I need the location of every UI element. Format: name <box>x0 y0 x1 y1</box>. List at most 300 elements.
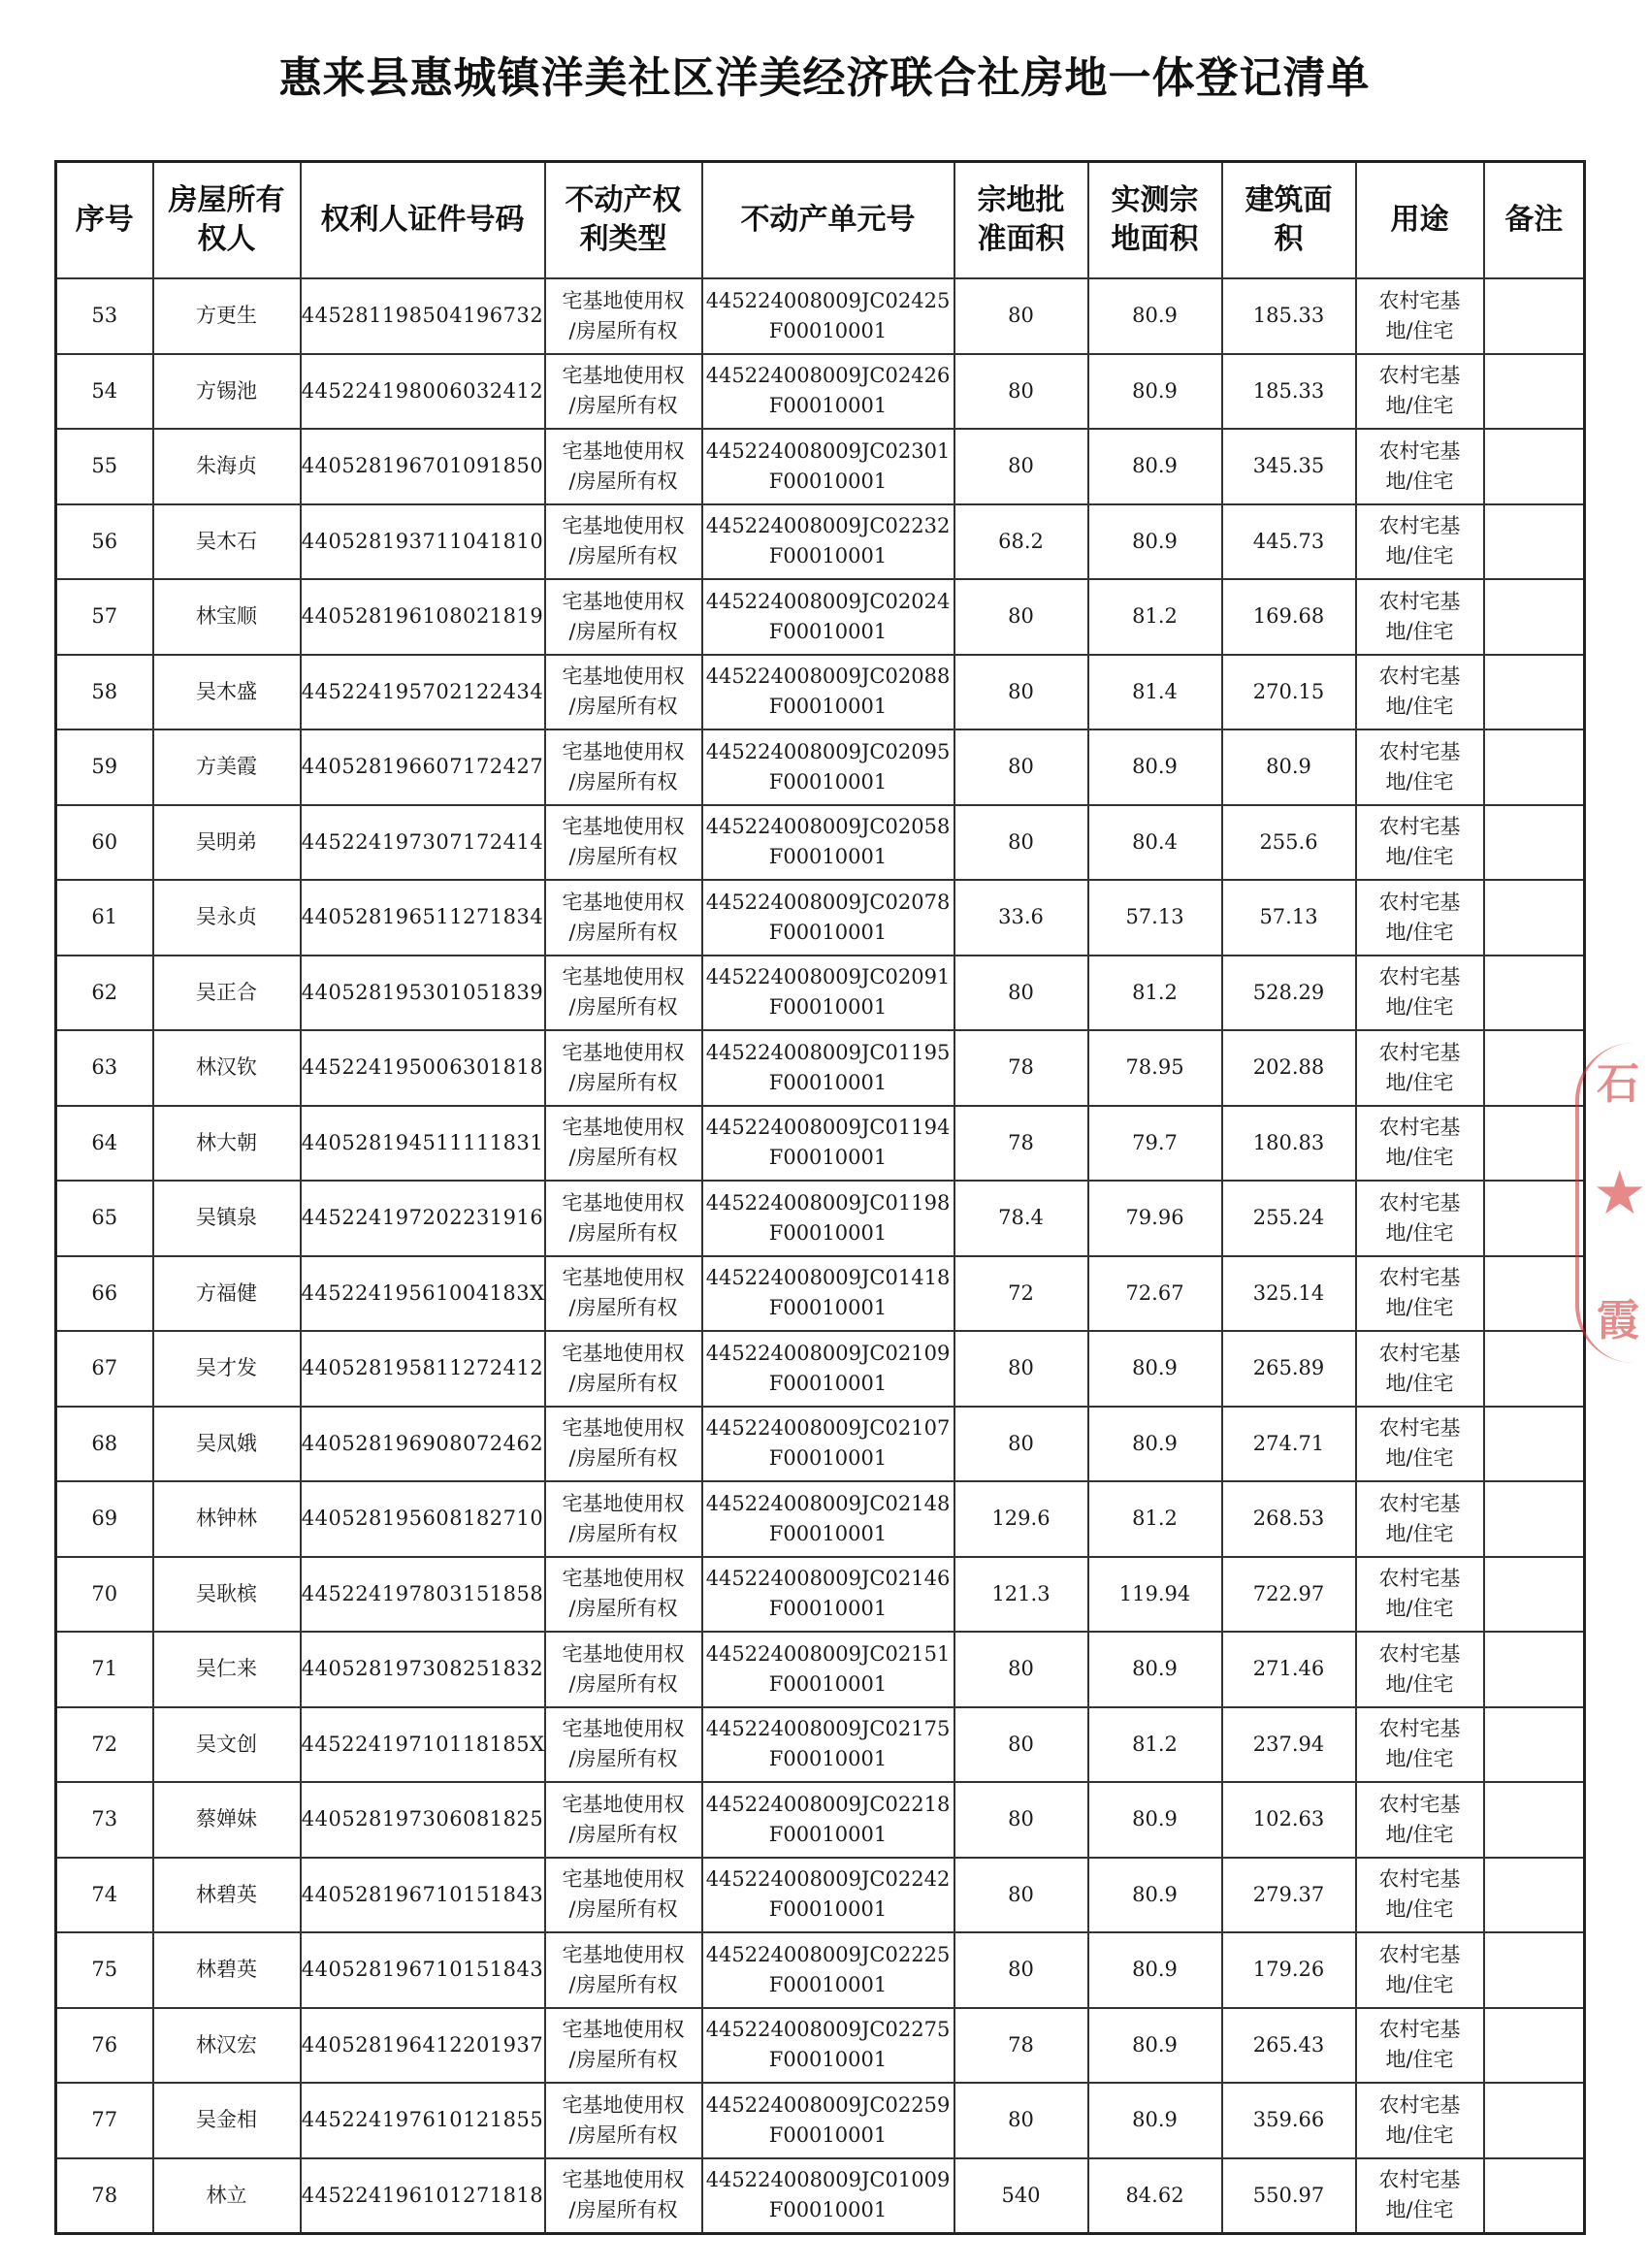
right-type-cell: 宅基地使用权 /房屋所有权 <box>545 1632 702 1707</box>
owner-cell: 林碧英 <box>153 1932 301 2008</box>
id-number-cell: 445224196101271818 <box>301 2158 545 2234</box>
unit-number-cell: 445224008009JC01195 F00010001 <box>702 1030 954 1106</box>
id-number-cell: 445224198006032412 <box>301 354 545 430</box>
approved-area-cell: 121.3 <box>954 1557 1088 1633</box>
unit-number-cell: 445224008009JC01418 F00010001 <box>702 1256 954 1332</box>
remark-cell <box>1484 805 1585 881</box>
right-type-cell: 宅基地使用权 /房屋所有权 <box>545 1331 702 1407</box>
right-type-cell: 宅基地使用权 /房屋所有权 <box>545 956 702 1031</box>
approved-area-cell: 540 <box>954 2158 1088 2234</box>
owner-cell: 方更生 <box>153 278 301 354</box>
purpose-cell: 农村宅基 地/住宅 <box>1356 429 1484 504</box>
approved-area-cell: 80 <box>954 2083 1088 2158</box>
measured-area-cell: 78.95 <box>1088 1030 1222 1106</box>
building-area-cell: 268.53 <box>1222 1481 1356 1557</box>
remark-cell <box>1484 354 1585 430</box>
id-number-cell: 440528196412201937 <box>301 2008 545 2084</box>
right-type-cell: 宅基地使用权 /房屋所有权 <box>545 354 702 430</box>
building-area-cell: 279.37 <box>1222 1858 1356 1933</box>
unit-number-cell: 445224008009JC02146 F00010001 <box>702 1557 954 1633</box>
remark-cell <box>1484 1858 1585 1933</box>
seq-cell: 64 <box>56 1106 153 1182</box>
remark-cell <box>1484 1181 1585 1256</box>
right-type-cell: 宅基地使用权 /房屋所有权 <box>545 805 702 881</box>
right-type-cell: 宅基地使用权 /房屋所有权 <box>545 278 702 354</box>
table-row <box>56 1632 1585 1707</box>
unit-number-cell: 445224008009JC02242 F00010001 <box>702 1858 954 1933</box>
remark-cell <box>1484 1782 1585 1858</box>
approved-area-cell: 78.4 <box>954 1181 1088 1256</box>
id-number-cell: 440528193711041810 <box>301 504 545 580</box>
table-row <box>56 1782 1585 1858</box>
seq-cell: 55 <box>56 429 153 504</box>
unit-number-cell: 445224008009JC02259 F00010001 <box>702 2083 954 2158</box>
approved-area-cell: 80 <box>954 579 1088 655</box>
header-right-type: 不动产权 利类型 <box>545 162 702 279</box>
approved-area-cell: 80 <box>954 354 1088 430</box>
id-number-cell: 445224195006301818 <box>301 1030 545 1106</box>
approved-area-cell: 129.6 <box>954 1481 1088 1557</box>
header-seq: 序号 <box>56 162 153 279</box>
purpose-cell: 农村宅基 地/住宅 <box>1356 278 1484 354</box>
approved-area-cell: 80 <box>954 956 1088 1031</box>
right-type-cell: 宅基地使用权 /房屋所有权 <box>545 429 702 504</box>
purpose-cell: 农村宅基 地/住宅 <box>1356 729 1484 805</box>
table-row <box>56 2008 1585 2084</box>
seq-cell: 53 <box>56 278 153 354</box>
seq-cell: 76 <box>56 2008 153 2084</box>
id-number-cell: 44522419561004183X <box>301 1256 545 1332</box>
remark-cell <box>1484 1932 1585 2008</box>
right-type-cell: 宅基地使用权 /房屋所有权 <box>545 579 702 655</box>
measured-area-cell: 81.2 <box>1088 1707 1222 1783</box>
unit-number-cell: 445224008009JC02151 F00010001 <box>702 1632 954 1707</box>
seq-cell: 58 <box>56 655 153 730</box>
building-area-cell: 202.88 <box>1222 1030 1356 1106</box>
seq-cell: 66 <box>56 1256 153 1332</box>
approved-area-cell: 80 <box>954 1858 1088 1933</box>
measured-area-cell: 80.9 <box>1088 429 1222 504</box>
building-area-cell: 325.14 <box>1222 1256 1356 1332</box>
table-row <box>56 956 1585 1031</box>
unit-number-cell: 445224008009JC02275 F00010001 <box>702 2008 954 2084</box>
right-type-cell: 宅基地使用权 /房屋所有权 <box>545 2083 702 2158</box>
seq-cell: 65 <box>56 1181 153 1256</box>
unit-number-cell: 445224008009JC02232 F00010001 <box>702 504 954 580</box>
owner-cell: 吴明弟 <box>153 805 301 881</box>
purpose-cell: 农村宅基 地/住宅 <box>1356 1030 1484 1106</box>
header-purpose: 用途 <box>1356 162 1484 279</box>
registration-table <box>54 160 1586 2235</box>
owner-cell: 方锡池 <box>153 354 301 430</box>
table-row <box>56 1256 1585 1332</box>
remark-cell <box>1484 880 1585 956</box>
unit-number-cell: 445224008009JC01198 F00010001 <box>702 1181 954 1256</box>
approved-area-cell: 80 <box>954 805 1088 881</box>
table-row <box>56 1481 1585 1557</box>
approved-area-cell: 33.6 <box>954 880 1088 956</box>
owner-cell: 林立 <box>153 2158 301 2234</box>
right-type-cell: 宅基地使用权 /房屋所有权 <box>545 1030 702 1106</box>
right-type-cell: 宅基地使用权 /房屋所有权 <box>545 1481 702 1557</box>
id-number-cell: 440528197308251832 <box>301 1632 545 1707</box>
right-type-cell: 宅基地使用权 /房屋所有权 <box>545 1932 702 2008</box>
measured-area-cell: 79.7 <box>1088 1106 1222 1182</box>
id-number-cell: 440528196701091850 <box>301 429 545 504</box>
right-type-cell: 宅基地使用权 /房屋所有权 <box>545 2158 702 2234</box>
header-id-no: 权利人证件号码 <box>301 162 545 279</box>
seq-cell: 75 <box>56 1932 153 2008</box>
measured-area-cell: 80.9 <box>1088 1932 1222 2008</box>
building-area-cell: 179.26 <box>1222 1932 1356 2008</box>
measured-area-cell: 80.9 <box>1088 1858 1222 1933</box>
seq-cell: 71 <box>56 1632 153 1707</box>
measured-area-cell: 80.9 <box>1088 729 1222 805</box>
purpose-cell: 农村宅基 地/住宅 <box>1356 1256 1484 1332</box>
unit-number-cell: 445224008009JC02107 F00010001 <box>702 1407 954 1482</box>
purpose-cell: 农村宅基 地/住宅 <box>1356 1858 1484 1933</box>
approved-area-cell: 80 <box>954 278 1088 354</box>
seq-cell: 60 <box>56 805 153 881</box>
approved-area-cell: 68.2 <box>954 504 1088 580</box>
measured-area-cell: 119.94 <box>1088 1557 1222 1633</box>
id-number-cell: 445224195702122434 <box>301 655 545 730</box>
seq-cell: 62 <box>56 956 153 1031</box>
building-area-cell: 255.24 <box>1222 1181 1356 1256</box>
owner-cell: 吴才发 <box>153 1331 301 1407</box>
measured-area-cell: 80.4 <box>1088 805 1222 881</box>
owner-cell: 吴耿槟 <box>153 1557 301 1633</box>
header-owner: 房屋所有 权人 <box>153 162 301 279</box>
remark-cell <box>1484 1106 1585 1182</box>
unit-number-cell: 445224008009JC02225 F00010001 <box>702 1932 954 2008</box>
id-number-cell: 445224197803151858 <box>301 1557 545 1633</box>
id-number-cell: 445281198504196732 <box>301 278 545 354</box>
unit-number-cell: 445224008009JC01194 F00010001 <box>702 1106 954 1182</box>
building-area-cell: 57.13 <box>1222 880 1356 956</box>
building-area-cell: 274.71 <box>1222 1407 1356 1482</box>
remark-cell <box>1484 1256 1585 1332</box>
purpose-cell: 农村宅基 地/住宅 <box>1356 1932 1484 2008</box>
id-number-cell: 440528196710151843 <box>301 1858 545 1933</box>
measured-area-cell: 80.9 <box>1088 354 1222 430</box>
measured-area-cell: 80.9 <box>1088 278 1222 354</box>
measured-area-cell: 81.2 <box>1088 579 1222 655</box>
owner-cell: 林碧英 <box>153 1858 301 1933</box>
owner-cell: 吴凤娥 <box>153 1407 301 1482</box>
table-row <box>56 354 1585 430</box>
building-area-cell: 345.35 <box>1222 429 1356 504</box>
owner-cell: 吴金相 <box>153 2083 301 2158</box>
unit-number-cell: 445224008009JC02058 F00010001 <box>702 805 954 881</box>
table-header <box>56 162 1585 279</box>
measured-area-cell: 79.96 <box>1088 1181 1222 1256</box>
table-row <box>56 1030 1585 1106</box>
right-type-cell: 宅基地使用权 /房屋所有权 <box>545 1407 702 1482</box>
remark-cell <box>1484 729 1585 805</box>
remark-cell <box>1484 2158 1585 2234</box>
purpose-cell: 农村宅基 地/住宅 <box>1356 1557 1484 1633</box>
unit-number-cell: 445224008009JC02425 F00010001 <box>702 278 954 354</box>
right-type-cell: 宅基地使用权 /房屋所有权 <box>545 1782 702 1858</box>
table-row <box>56 579 1585 655</box>
seq-cell: 57 <box>56 579 153 655</box>
remark-cell <box>1484 1030 1585 1106</box>
owner-cell: 吴永贞 <box>153 880 301 956</box>
purpose-cell: 农村宅基 地/住宅 <box>1356 880 1484 956</box>
remark-cell <box>1484 2008 1585 2084</box>
table-row <box>56 1858 1585 1933</box>
seq-cell: 73 <box>56 1782 153 1858</box>
building-area-cell: 180.83 <box>1222 1106 1356 1182</box>
id-number-cell: 440528196710151843 <box>301 1932 545 2008</box>
table-body <box>56 278 1585 2234</box>
stamp-char: 霞 <box>1597 1296 1639 1345</box>
seq-cell: 56 <box>56 504 153 580</box>
table-row <box>56 1106 1585 1182</box>
table-row <box>56 429 1585 504</box>
id-number-cell: 445224197307172414 <box>301 805 545 881</box>
purpose-cell: 农村宅基 地/住宅 <box>1356 2083 1484 2158</box>
header-measured-area: 实测宗 地面积 <box>1088 162 1222 279</box>
owner-cell: 吴仁来 <box>153 1632 301 1707</box>
right-type-cell: 宅基地使用权 /房屋所有权 <box>545 1106 702 1182</box>
approved-area-cell: 80 <box>954 1331 1088 1407</box>
right-type-cell: 宅基地使用权 /房屋所有权 <box>545 655 702 730</box>
table-row <box>56 1707 1585 1783</box>
id-number-cell: 440528194511111831 <box>301 1106 545 1182</box>
approved-area-cell: 78 <box>954 1030 1088 1106</box>
header-building-area: 建筑面 积 <box>1222 162 1356 279</box>
purpose-cell: 农村宅基 地/住宅 <box>1356 1782 1484 1858</box>
approved-area-cell: 80 <box>954 429 1088 504</box>
measured-area-cell: 81.2 <box>1088 1481 1222 1557</box>
owner-cell: 朱海贞 <box>153 429 301 504</box>
purpose-cell: 农村宅基 地/住宅 <box>1356 956 1484 1031</box>
owner-cell: 吴木盛 <box>153 655 301 730</box>
unit-number-cell: 445224008009JC02088 F00010001 <box>702 655 954 730</box>
id-number-cell: 440528196908072462 <box>301 1407 545 1482</box>
unit-number-cell: 445224008009JC02024 F00010001 <box>702 579 954 655</box>
measured-area-cell: 80.9 <box>1088 1407 1222 1482</box>
purpose-cell: 农村宅基 地/住宅 <box>1356 805 1484 881</box>
purpose-cell: 农村宅基 地/住宅 <box>1356 354 1484 430</box>
building-area-cell: 528.29 <box>1222 956 1356 1031</box>
seq-cell: 74 <box>56 1858 153 1933</box>
table-row <box>56 1557 1585 1633</box>
owner-cell: 林大朝 <box>153 1106 301 1182</box>
purpose-cell: 农村宅基 地/住宅 <box>1356 655 1484 730</box>
remark-cell <box>1484 579 1585 655</box>
seq-cell: 54 <box>56 354 153 430</box>
approved-area-cell: 80 <box>954 1932 1088 2008</box>
measured-area-cell: 81.4 <box>1088 655 1222 730</box>
official-seal-stamp <box>1575 1043 1649 1363</box>
table-row <box>56 1331 1585 1407</box>
building-area-cell: 270.15 <box>1222 655 1356 730</box>
right-type-cell: 宅基地使用权 /房屋所有权 <box>545 2008 702 2084</box>
remark-cell <box>1484 1407 1585 1482</box>
id-number-cell: 440528195301051839 <box>301 956 545 1031</box>
seq-cell: 59 <box>56 729 153 805</box>
seq-cell: 77 <box>56 2083 153 2158</box>
seq-cell: 72 <box>56 1707 153 1783</box>
id-number-cell: 440528196108021819 <box>301 579 545 655</box>
remark-cell <box>1484 1632 1585 1707</box>
unit-number-cell: 445224008009JC02426 F00010001 <box>702 354 954 430</box>
stamp-star: ★ <box>1593 1157 1647 1228</box>
building-area-cell: 169.68 <box>1222 579 1356 655</box>
seq-cell: 68 <box>56 1407 153 1482</box>
building-area-cell: 271.46 <box>1222 1632 1356 1707</box>
purpose-cell: 农村宅基 地/住宅 <box>1356 1181 1484 1256</box>
purpose-cell: 农村宅基 地/住宅 <box>1356 2158 1484 2234</box>
table-row <box>56 729 1585 805</box>
owner-cell: 林钟林 <box>153 1481 301 1557</box>
right-type-cell: 宅基地使用权 /房屋所有权 <box>545 1557 702 1633</box>
right-type-cell: 宅基地使用权 /房屋所有权 <box>545 504 702 580</box>
purpose-cell: 农村宅基 地/住宅 <box>1356 579 1484 655</box>
id-number-cell: 440528196607172427 <box>301 729 545 805</box>
table-row <box>56 278 1585 354</box>
measured-area-cell: 80.9 <box>1088 504 1222 580</box>
seq-cell: 61 <box>56 880 153 956</box>
remark-cell <box>1484 655 1585 730</box>
purpose-cell: 农村宅基 地/住宅 <box>1356 2008 1484 2084</box>
remark-cell <box>1484 956 1585 1031</box>
building-area-cell: 102.63 <box>1222 1782 1356 1858</box>
measured-area-cell: 81.2 <box>1088 956 1222 1031</box>
measured-area-cell: 84.62 <box>1088 2158 1222 2234</box>
building-area-cell: 265.43 <box>1222 2008 1356 2084</box>
approved-area-cell: 80 <box>954 729 1088 805</box>
building-area-cell: 80.9 <box>1222 729 1356 805</box>
remark-cell <box>1484 278 1585 354</box>
seq-cell: 78 <box>56 2158 153 2234</box>
id-number-cell: 440528195608182710 <box>301 1481 545 1557</box>
table-row <box>56 1407 1585 1482</box>
building-area-cell: 255.6 <box>1222 805 1356 881</box>
measured-area-cell: 80.9 <box>1088 2008 1222 2084</box>
purpose-cell: 农村宅基 地/住宅 <box>1356 504 1484 580</box>
unit-number-cell: 445224008009JC02091 F00010001 <box>702 956 954 1031</box>
seq-cell: 70 <box>56 1557 153 1633</box>
approved-area-cell: 78 <box>954 2008 1088 2084</box>
purpose-cell: 农村宅基 地/住宅 <box>1356 1707 1484 1783</box>
building-area-cell: 265.89 <box>1222 1331 1356 1407</box>
table-row <box>56 655 1585 730</box>
unit-number-cell: 445224008009JC01009 F00010001 <box>702 2158 954 2234</box>
table-row <box>56 880 1585 956</box>
id-number-cell: 445224197610121855 <box>301 2083 545 2158</box>
approved-area-cell: 80 <box>954 655 1088 730</box>
owner-cell: 蔡婵妹 <box>153 1782 301 1858</box>
unit-number-cell: 445224008009JC02109 F00010001 <box>702 1331 954 1407</box>
approved-area-cell: 72 <box>954 1256 1088 1332</box>
remark-cell <box>1484 504 1585 580</box>
seq-cell: 69 <box>56 1481 153 1557</box>
table-row <box>56 504 1585 580</box>
stamp-char: 石 <box>1597 1059 1639 1109</box>
measured-area-cell: 57.13 <box>1088 880 1222 956</box>
right-type-cell: 宅基地使用权 /房屋所有权 <box>545 1256 702 1332</box>
right-type-cell: 宅基地使用权 /房屋所有权 <box>545 729 702 805</box>
right-type-cell: 宅基地使用权 /房屋所有权 <box>545 1181 702 1256</box>
unit-number-cell: 445224008009JC02301 F00010001 <box>702 429 954 504</box>
building-area-cell: 185.33 <box>1222 278 1356 354</box>
header-unit-no: 不动产单元号 <box>702 162 954 279</box>
measured-area-cell: 80.9 <box>1088 1331 1222 1407</box>
measured-area-cell: 80.9 <box>1088 2083 1222 2158</box>
approved-area-cell: 80 <box>954 1782 1088 1858</box>
approved-area-cell: 80 <box>954 1407 1088 1482</box>
seq-cell: 63 <box>56 1030 153 1106</box>
building-area-cell: 550.97 <box>1222 2158 1356 2234</box>
building-area-cell: 237.94 <box>1222 1707 1356 1783</box>
unit-number-cell: 445224008009JC02078 F00010001 <box>702 880 954 956</box>
owner-cell: 吴镇泉 <box>153 1181 301 1256</box>
owner-cell: 吴文创 <box>153 1707 301 1783</box>
owner-cell: 方美霞 <box>153 729 301 805</box>
building-area-cell: 445.73 <box>1222 504 1356 580</box>
owner-cell: 林宝顺 <box>153 579 301 655</box>
remark-cell <box>1484 1331 1585 1407</box>
right-type-cell: 宅基地使用权 /房屋所有权 <box>545 1707 702 1783</box>
owner-cell: 林汉钦 <box>153 1030 301 1106</box>
owner-cell: 吴木石 <box>153 504 301 580</box>
owner-cell: 方福健 <box>153 1256 301 1332</box>
id-number-cell: 44522419710118185X <box>301 1707 545 1783</box>
building-area-cell: 722.97 <box>1222 1557 1356 1633</box>
id-number-cell: 440528197306081825 <box>301 1782 545 1858</box>
approved-area-cell: 78 <box>954 1106 1088 1182</box>
approved-area-cell: 80 <box>954 1632 1088 1707</box>
purpose-cell: 农村宅基 地/住宅 <box>1356 1407 1484 1482</box>
remark-cell <box>1484 1707 1585 1783</box>
right-type-cell: 宅基地使用权 /房屋所有权 <box>545 1858 702 1933</box>
purpose-cell: 农村宅基 地/住宅 <box>1356 1331 1484 1407</box>
building-area-cell: 185.33 <box>1222 354 1356 430</box>
right-type-cell: 宅基地使用权 /房屋所有权 <box>545 880 702 956</box>
approved-area-cell: 80 <box>954 1707 1088 1783</box>
measured-area-cell: 80.9 <box>1088 1782 1222 1858</box>
purpose-cell: 农村宅基 地/住宅 <box>1356 1632 1484 1707</box>
remark-cell <box>1484 1557 1585 1633</box>
id-number-cell: 440528196511271834 <box>301 880 545 956</box>
purpose-cell: 农村宅基 地/住宅 <box>1356 1106 1484 1182</box>
remark-cell <box>1484 2083 1585 2158</box>
seq-cell: 67 <box>56 1331 153 1407</box>
header-remark: 备注 <box>1484 162 1585 279</box>
purpose-cell: 农村宅基 地/住宅 <box>1356 1481 1484 1557</box>
table-row <box>56 1181 1585 1256</box>
table-row <box>56 2158 1585 2234</box>
unit-number-cell: 445224008009JC02095 F00010001 <box>702 729 954 805</box>
table-row <box>56 1932 1585 2008</box>
measured-area-cell: 72.67 <box>1088 1256 1222 1332</box>
table-row <box>56 2083 1585 2158</box>
id-number-cell: 440528195811272412 <box>301 1331 545 1407</box>
measured-area-cell: 80.9 <box>1088 1632 1222 1707</box>
building-area-cell: 359.66 <box>1222 2083 1356 2158</box>
header-approved-area: 宗地批 准面积 <box>954 162 1088 279</box>
owner-cell: 林汉宏 <box>153 2008 301 2084</box>
owner-cell: 吴正合 <box>153 956 301 1031</box>
id-number-cell: 445224197202231916 <box>301 1181 545 1256</box>
unit-number-cell: 445224008009JC02148 F00010001 <box>702 1481 954 1557</box>
remark-cell <box>1484 429 1585 504</box>
document-title: 惠来县惠城镇洋美社区洋美经济联合社房地一体登记清单 <box>278 53 1371 103</box>
